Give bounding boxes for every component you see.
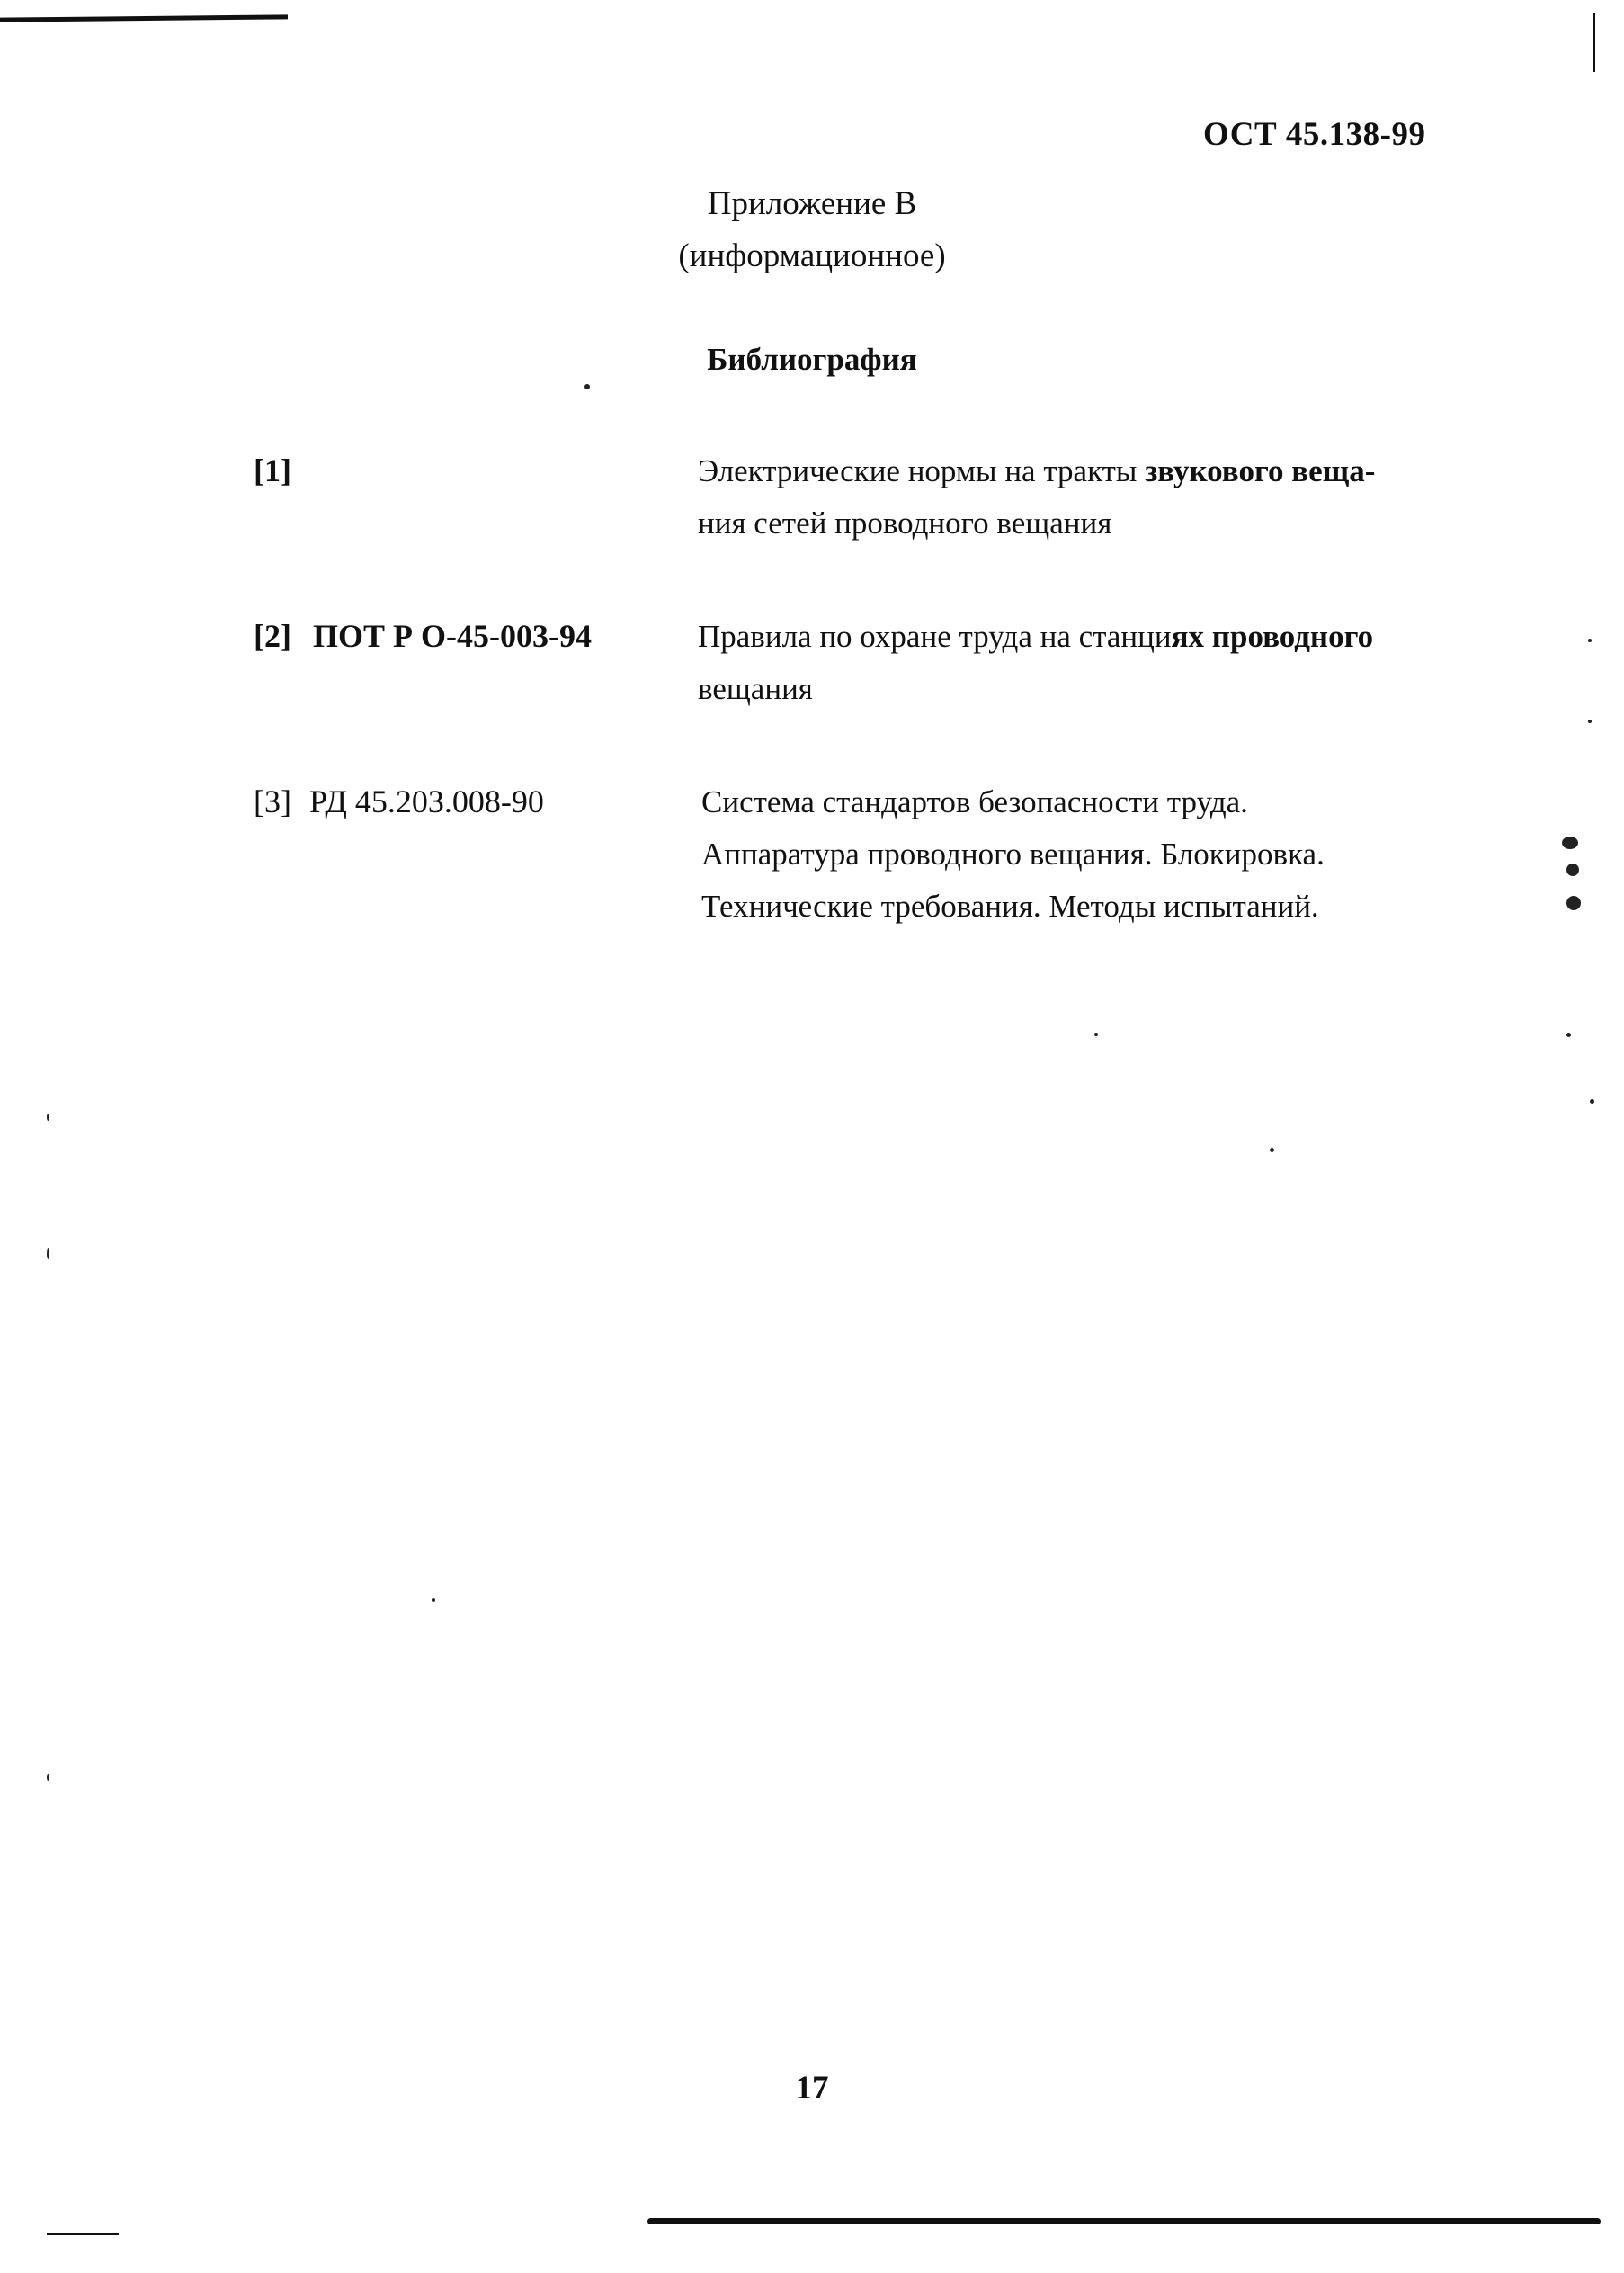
scan-speck: [432, 1598, 435, 1602]
scan-speck: [1566, 896, 1581, 910]
reference-number: [2]: [254, 618, 291, 654]
reference-number: [1]: [254, 452, 291, 488]
scan-speck: [47, 1248, 49, 1259]
reference-code: ПОТ Р О-45-003-94: [313, 618, 592, 654]
appendix-title: Приложение В: [707, 185, 917, 222]
reference-title: Электрические нормы на тракты звукового веща- ния сетей проводного вещания: [698, 453, 1376, 541]
scan-speck: [1566, 864, 1579, 876]
scan-speck: [1094, 1033, 1098, 1036]
bibliography-heading: Библиография: [707, 342, 917, 377]
scan-speck: [47, 1774, 49, 1781]
scan-speck: [1562, 837, 1578, 849]
document-code: ОСТ 45.138-99: [1203, 116, 1426, 153]
reference-number: [3]: [254, 783, 291, 819]
scan-speck: [1566, 1033, 1571, 1037]
scan-edge-top-right: [1593, 13, 1595, 72]
scan-speck: [1588, 720, 1592, 723]
scan-edge-top-left: [0, 14, 288, 22]
scan-edge-bottom-right: [647, 2218, 1601, 2224]
reference-title: Система стандартов безопасности труда. Аппаратура проводного вещания. Блокировка. Технические требования. Методы испытаний.: [701, 784, 1325, 924]
scan-speck: [1270, 1148, 1274, 1152]
page-number: 17: [795, 2070, 829, 2107]
scan-speck: [47, 1114, 49, 1121]
scan-speck: [1590, 1099, 1594, 1104]
appendix-type: (информационное): [678, 237, 946, 274]
scan-edge-bottom-left: [47, 2233, 119, 2235]
reference-title: Правила по охране труда на станциях проводного вещания: [698, 619, 1374, 706]
scan-speck: [584, 384, 590, 389]
reference-code: РД 45.203.008-90: [309, 783, 544, 819]
scan-speck: [1588, 639, 1592, 642]
